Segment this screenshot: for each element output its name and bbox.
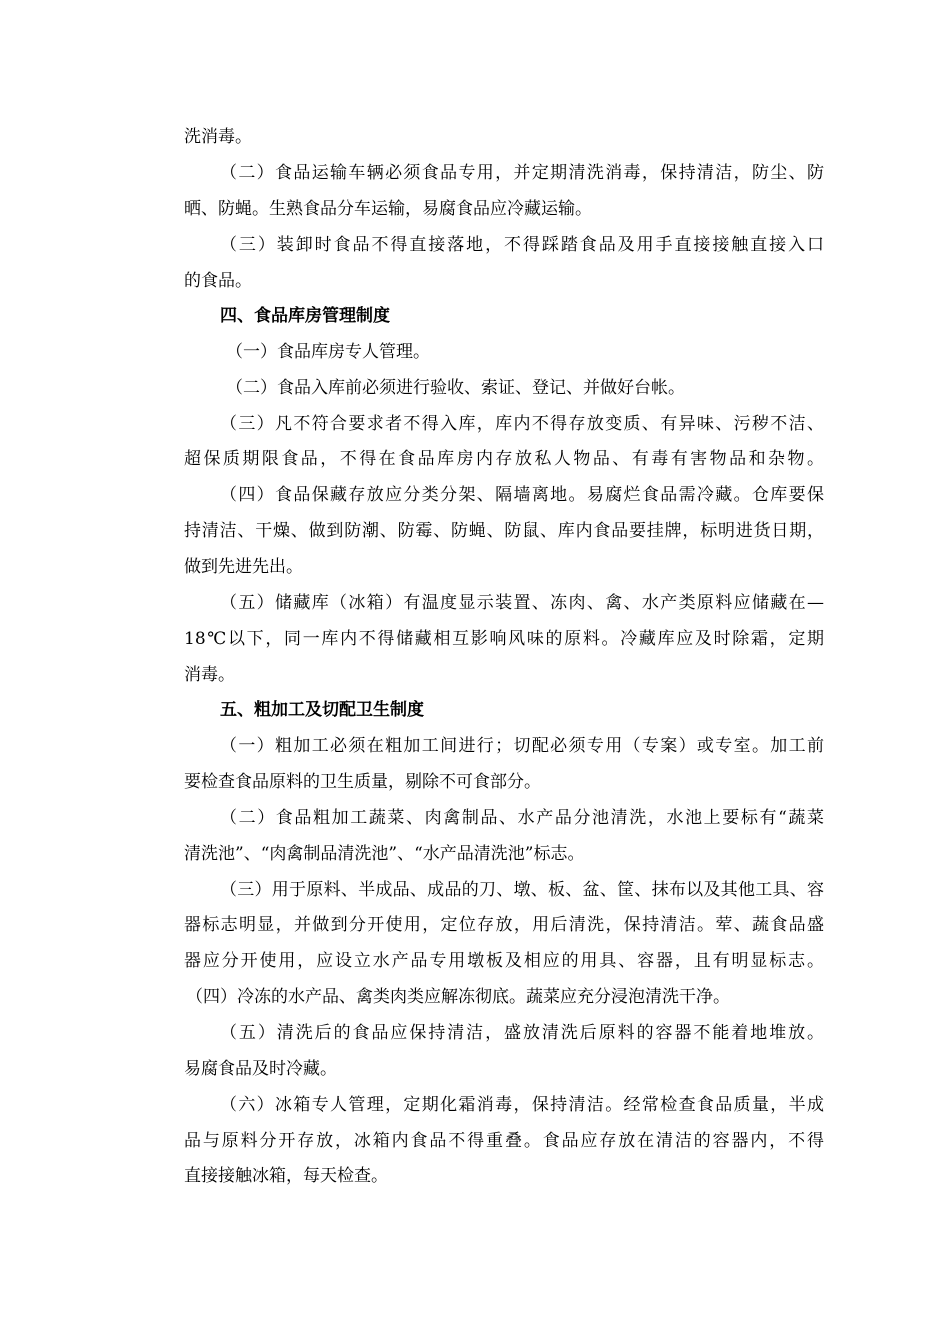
paragraph-line: 消毒。 [184, 665, 235, 685]
paragraph-line: 品与原料分开存放，冰箱内食品不得重叠。食品应存放在清洁的容器内，不得 [184, 1131, 824, 1151]
paragraph-line: 要检查食品原料的卫生质量，剔除不可食部分。 [184, 772, 541, 792]
paragraph-line: （三）装卸时食品不得直接落地，不得踩踏食品及用手直接接触直接入口 [220, 235, 824, 255]
paragraph-line: 器标志明显，并做到分开使用，定位存放，用后清洗，保持清洁。荤、蔬食品盛 [184, 915, 824, 935]
paragraph-line: 洗消毒。 [184, 127, 252, 147]
section-heading-5: 五、粗加工及切配卫生制度 [220, 700, 424, 720]
paragraph-line: 易腐食品及时冷藏。 [184, 1059, 337, 1079]
section-heading-4: 四、食品库房管理制度 [220, 306, 390, 326]
paragraph-line: （六）冰箱专人管理，定期化霜消毒，保持清洁。经常检查食品质量，半成 [220, 1095, 824, 1115]
paragraph-line: （四）冷冻的水产品、禽类肉类应解冻彻底。蔬菜应充分浸泡清洗干净。 [186, 987, 730, 1007]
paragraph-line: 超保质期限食品，不得在食品库房内存放私人物品、有毒有害物品和杂物。 [184, 449, 824, 469]
paragraph-line: （二）食品入库前必须进行验收、索证、登记、并做好台帐。 [226, 378, 685, 398]
paragraph-line: （三）用于原料、半成品、成品的刀、墩、板、盆、筐、抹布以及其他工具、容 [220, 880, 824, 900]
paragraph-line: （一）粗加工必须在粗加工间进行；切配必须专用（专案）或专室。加工前 [220, 736, 824, 756]
paragraph-line: （二）食品运输车辆必须食品专用，并定期清洗消毒，保持清洁，防尘、防 [220, 163, 824, 183]
paragraph-line: （五）储藏库（冰箱）有温度显示装置、冻肉、禽、水产类原料应储藏在— [220, 593, 824, 613]
paragraph-line: （一）食品库房专人管理。 [226, 342, 430, 362]
paragraph-line: 器应分开使用，应设立水产品专用墩板及相应的用具、容器，且有明显标志。 [184, 951, 824, 971]
paragraph-line: 持清洁、干燥、做到防潮、防霉、防蝇、防鼠、库内食品要挂牌，标明进货日期， [184, 521, 824, 541]
paragraph-line: 18℃以下，同一库内不得储藏相互影响风味的原料。冷藏库应及时除霜，定期 [184, 629, 824, 649]
paragraph-line: 直接接触冰箱，每天检查。 [184, 1166, 388, 1186]
paragraph-line: 的食品。 [184, 271, 252, 291]
paragraph-line: 清洗池”、“肉禽制品清洗池”、“水产品清洗池”标志。 [184, 844, 585, 864]
paragraph-line: 做到先进先出。 [184, 557, 303, 577]
paragraph-line: （五）清洗后的食品应保持清洁，盛放清洗后原料的容器不能着地堆放。 [220, 1023, 824, 1043]
paragraph-line: （二）食品粗加工蔬菜、肉禽制品、水产品分池清洗，水池上要标有“蔬菜 [220, 808, 824, 828]
paragraph-line: （四）食品保藏存放应分类分架、隔墙离地。易腐烂食品需冷藏。仓库要保 [220, 485, 824, 505]
paragraph-line: 晒、防蝇。生熟食品分车运输，易腐食品应冷藏运输。 [184, 199, 592, 219]
paragraph-line: （三）凡不符合要求者不得入库，库内不得存放变质、有异味、污秽不洁、 [220, 414, 824, 434]
